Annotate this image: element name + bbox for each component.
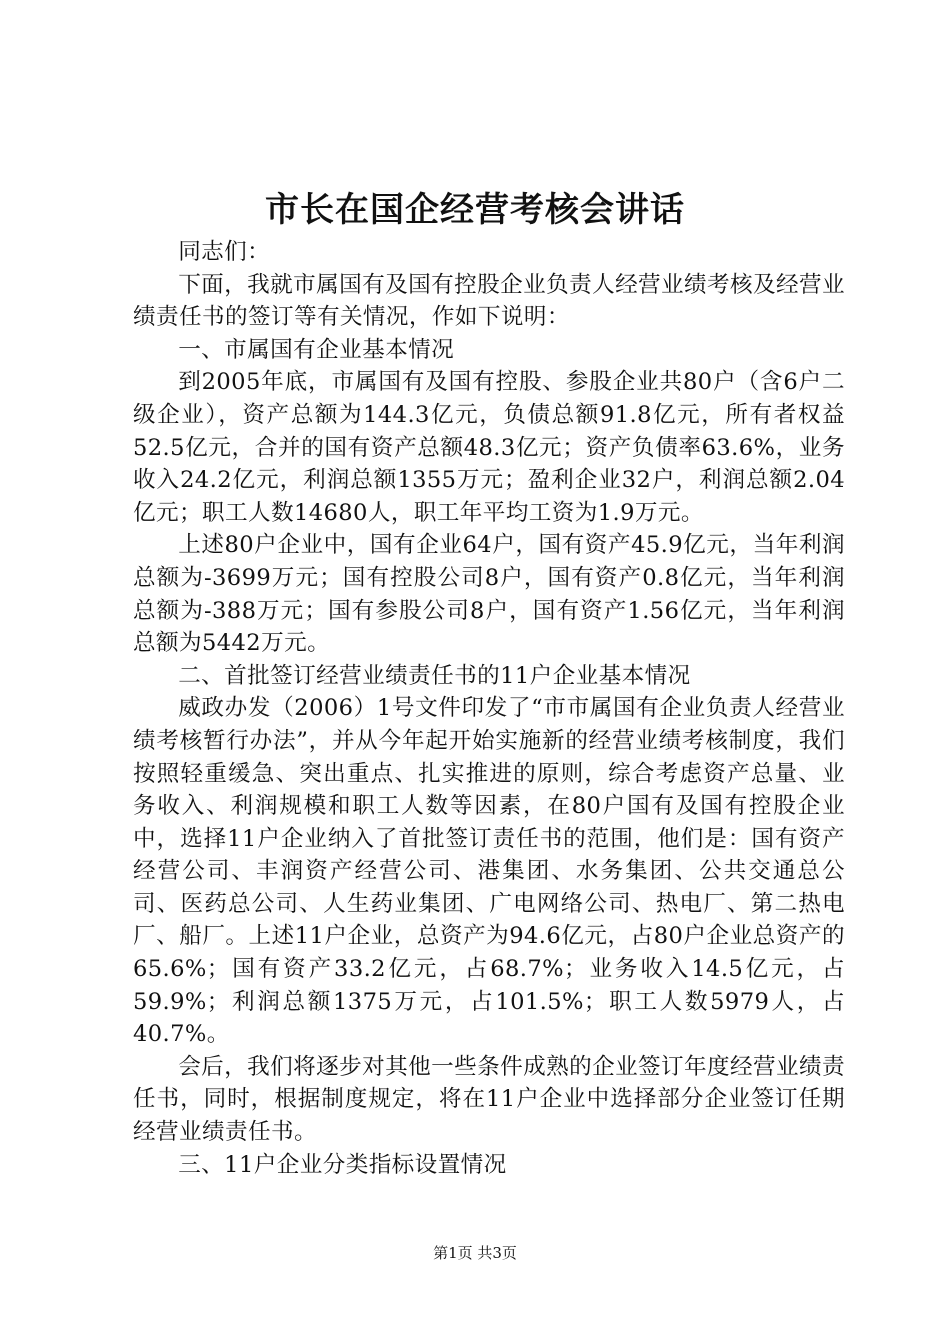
body-paragraph: 威政办发（2006）1号文件印发了“市市属国有企业负责人经营业绩考核暂行办法”，并从今年起开始实施新的经营业绩考核制度，我们按照轻重缓急、突出重点、扎实推进的原则，综合考虑资产总量、业务收入、利润规模和职工人数等因素，在80户国有及国有控股企业中，选择11户企业纳入了首批签订责任书的范围，他们是：国有资产经营公司、丰润资产经营公司、港集团、水务集团、公共交通总公司、医药总公司、人生药业集团、广电网络公司、热电厂、第二热电厂、船厂。上述11户企业，总资产为94.6亿元，占80户企业总资产的65.6%；国有资产33.2亿元，占68.7%；业务收入14.5亿元，占59.9%；利润总额1375万元，占101.5%；职工人数5979人，占40.7%。 [133, 695, 845, 1048]
page-footer: 第1页 共3页 [433, 1244, 517, 1262]
document-title: 市长在国企经营考核会讲话 [265, 190, 685, 230]
document-body [133, 236, 845, 1181]
body-paragraph: 到2005年底，市属国有及国有控股、参股企业共80户（含6户二级企业），资产总额为144.3亿元，负债总额91.8亿元，所有者权益52.5亿元，合并的国有资产总额48.3亿元；资产负债率63.6%，业务收入24.2亿元，利润总额1355万元；盈利企业32户，利润总额2.04亿元；职工人数14680人，职工年平均工资为1.9万元。 [133, 369, 845, 526]
body-paragraph: 会后，我们将逐步对其他一些条件成熟的企业签订年度经营业绩责任书，同时，根据制度规定，将在11户企业中选择部分企业签订任期经营业绩责任书。 [133, 1053, 846, 1146]
body-paragraph: 上述80户企业中，国有企业64户，国有资产45.9亿元，当年利润总额为-3699万元；国有控股公司8户，国有资产0.8亿元，当年利润总额为-388万元；国有参股公司8户，国有资产1.56亿元，当年利润总额为5442万元。 [133, 532, 845, 657]
section-heading: 二、首批签订经营业绩责任书的11户企业基本情况 [178, 662, 691, 689]
section-heading: 一、市属国有企业基本情况 [178, 336, 455, 363]
section-heading: 三、11户企业分类指标设置情况 [178, 1151, 507, 1178]
body-paragraph: 下面，我就市属国有及国有控股企业负责人经营业绩考核及经营业绩责任书的签订等有关情况，作如下说明： [133, 271, 846, 331]
salutation: 同志们： [178, 239, 271, 265]
